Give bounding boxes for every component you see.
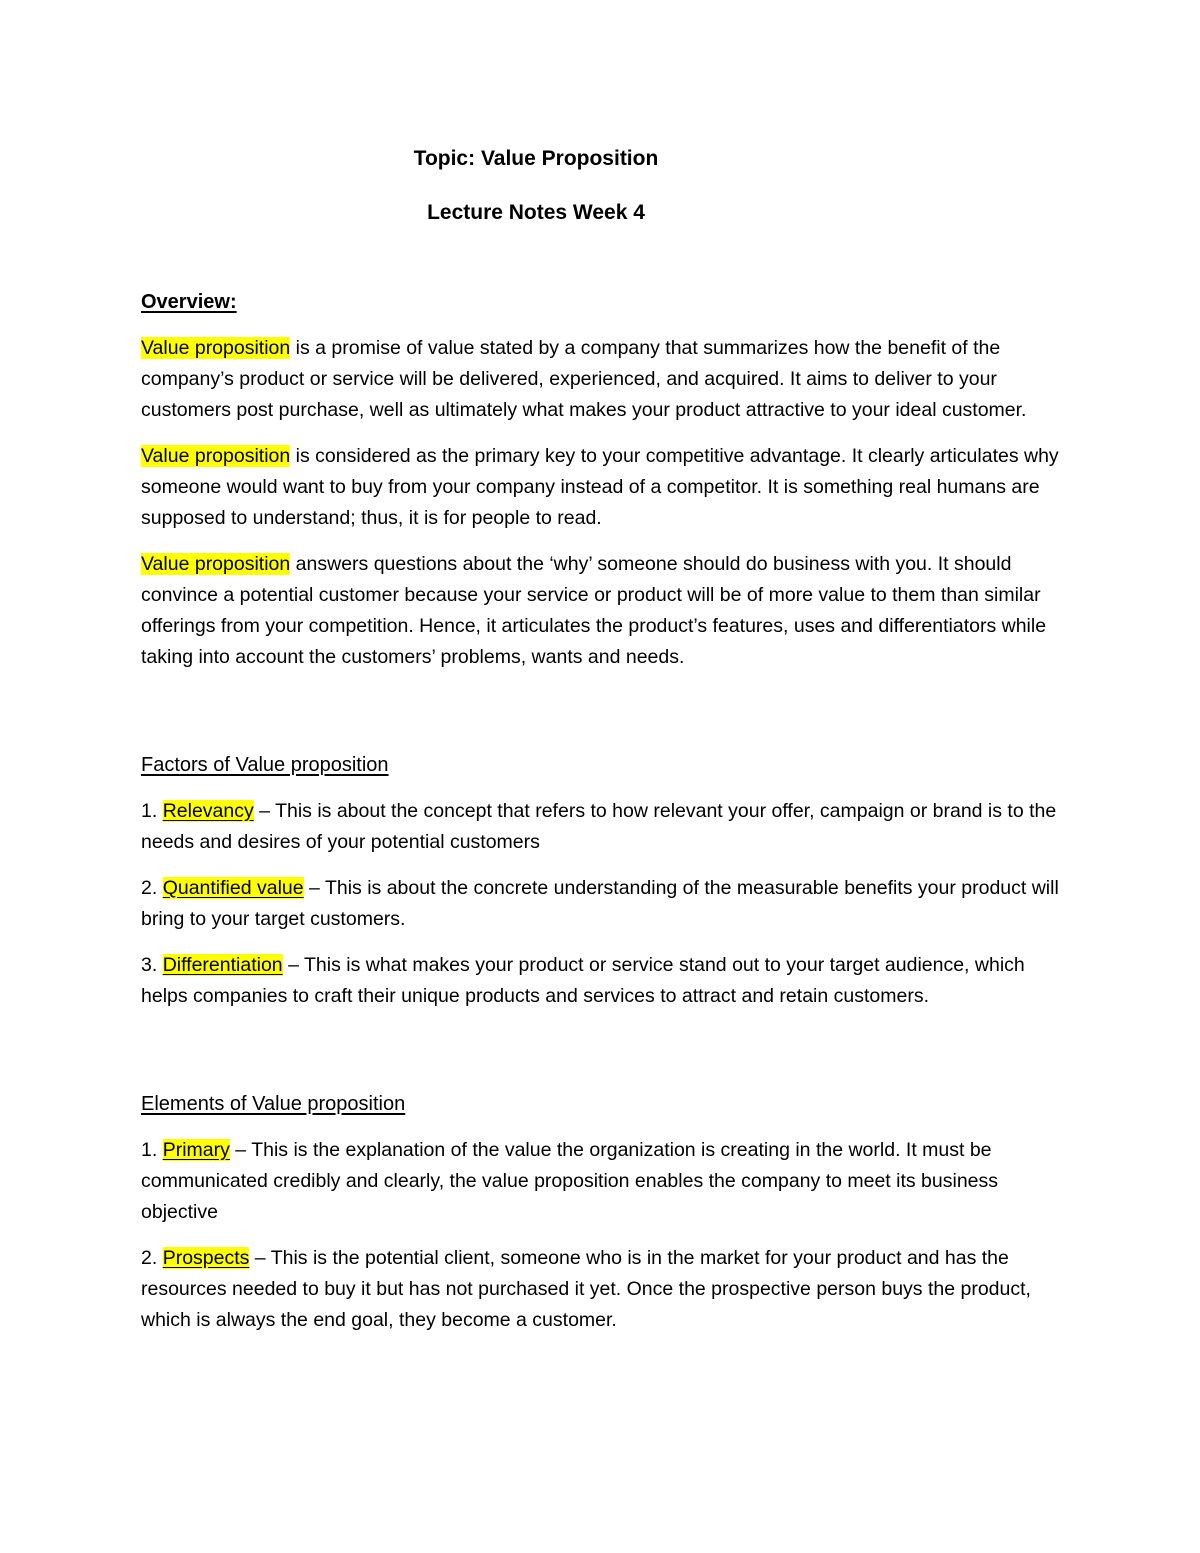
highlighted-term: Relevancy (162, 800, 254, 822)
overview-paragraph (141, 333, 1071, 426)
paragraph-text: is a promise of value stated by a company that summarizes how the benefit of the company’s product or service will be delivered, experienced, and acquired. It aims to deliver to your customers post purchase, well as ultimately what makes your product attractive to your ideal customer. (141, 337, 1027, 421)
highlighted-term: Value proposition (141, 445, 291, 467)
item-text: – This is about the concrete understanding of the measurable benefits your product will bring to your target customers. (141, 877, 1059, 930)
document-content (141, 140, 1071, 1336)
elements-heading: Elements of Value proposition (141, 1093, 406, 1115)
highlighted-term: Prospects (162, 1247, 250, 1269)
overview-heading: Overview: (141, 291, 237, 313)
overview-paragraph (141, 441, 1071, 534)
element-item (141, 1243, 1071, 1336)
overview-paragraph (141, 549, 1071, 673)
item-number: 2. (141, 1247, 163, 1269)
highlighted-term: Differentiation (162, 954, 283, 976)
highlighted-term: Value proposition (141, 553, 291, 575)
factor-item (141, 950, 1071, 1012)
item-number: 1. (141, 1139, 163, 1161)
highlighted-term: Primary (162, 1139, 230, 1161)
paragraph-text: is considered as the primary key to your competitive advantage. It clearly articulates why someone would want to buy from your company instead of a competitor. It is something real humans are supposed to understand; thus, it is for people to read. (141, 445, 1059, 529)
item-number: 3. (141, 954, 163, 976)
factor-item (141, 873, 1071, 935)
document-subtitle: Lecture Notes Week 4 (427, 201, 645, 224)
element-item (141, 1135, 1071, 1228)
item-text: – This is the explanation of the value the organization is creating in the world. It must be communicated credibly and clearly, the value proposition enables the company to meet its business objective (141, 1139, 999, 1223)
item-text: – This is what makes your product or service stand out to your target audience, which helps companies to craft their unique products and services to attract and retain customers. (141, 954, 1025, 1007)
item-number: 1. (141, 800, 163, 822)
highlighted-term: Value proposition (141, 337, 291, 359)
factor-item (141, 796, 1071, 858)
item-number: 2. (141, 877, 163, 899)
highlighted-term: Quantified value (162, 877, 304, 899)
factors-heading: Factors of Value proposition (141, 754, 389, 776)
item-text: – This is the potential client, someone who is in the market for your product and has the resources needed to buy it but has not purchased it yet. Once the prospective person buys the product, which is always the end goal, they become a customer. (141, 1247, 1031, 1331)
document-title: Topic: Value Proposition (413, 147, 659, 170)
paragraph-text: answers questions about the ‘why’ someone should do business with you. It should convince a potential customer because your service or product will be of more value to them than similar offerings from your competition. Hence, it articulates the product’s features, uses and differentiators while taking into account the customers’ problems, wants and needs. (141, 553, 1047, 668)
item-text: – This is about the concept that refers to how relevant your offer, campaign or brand is to the needs and desires of your potential customers (141, 800, 1057, 853)
